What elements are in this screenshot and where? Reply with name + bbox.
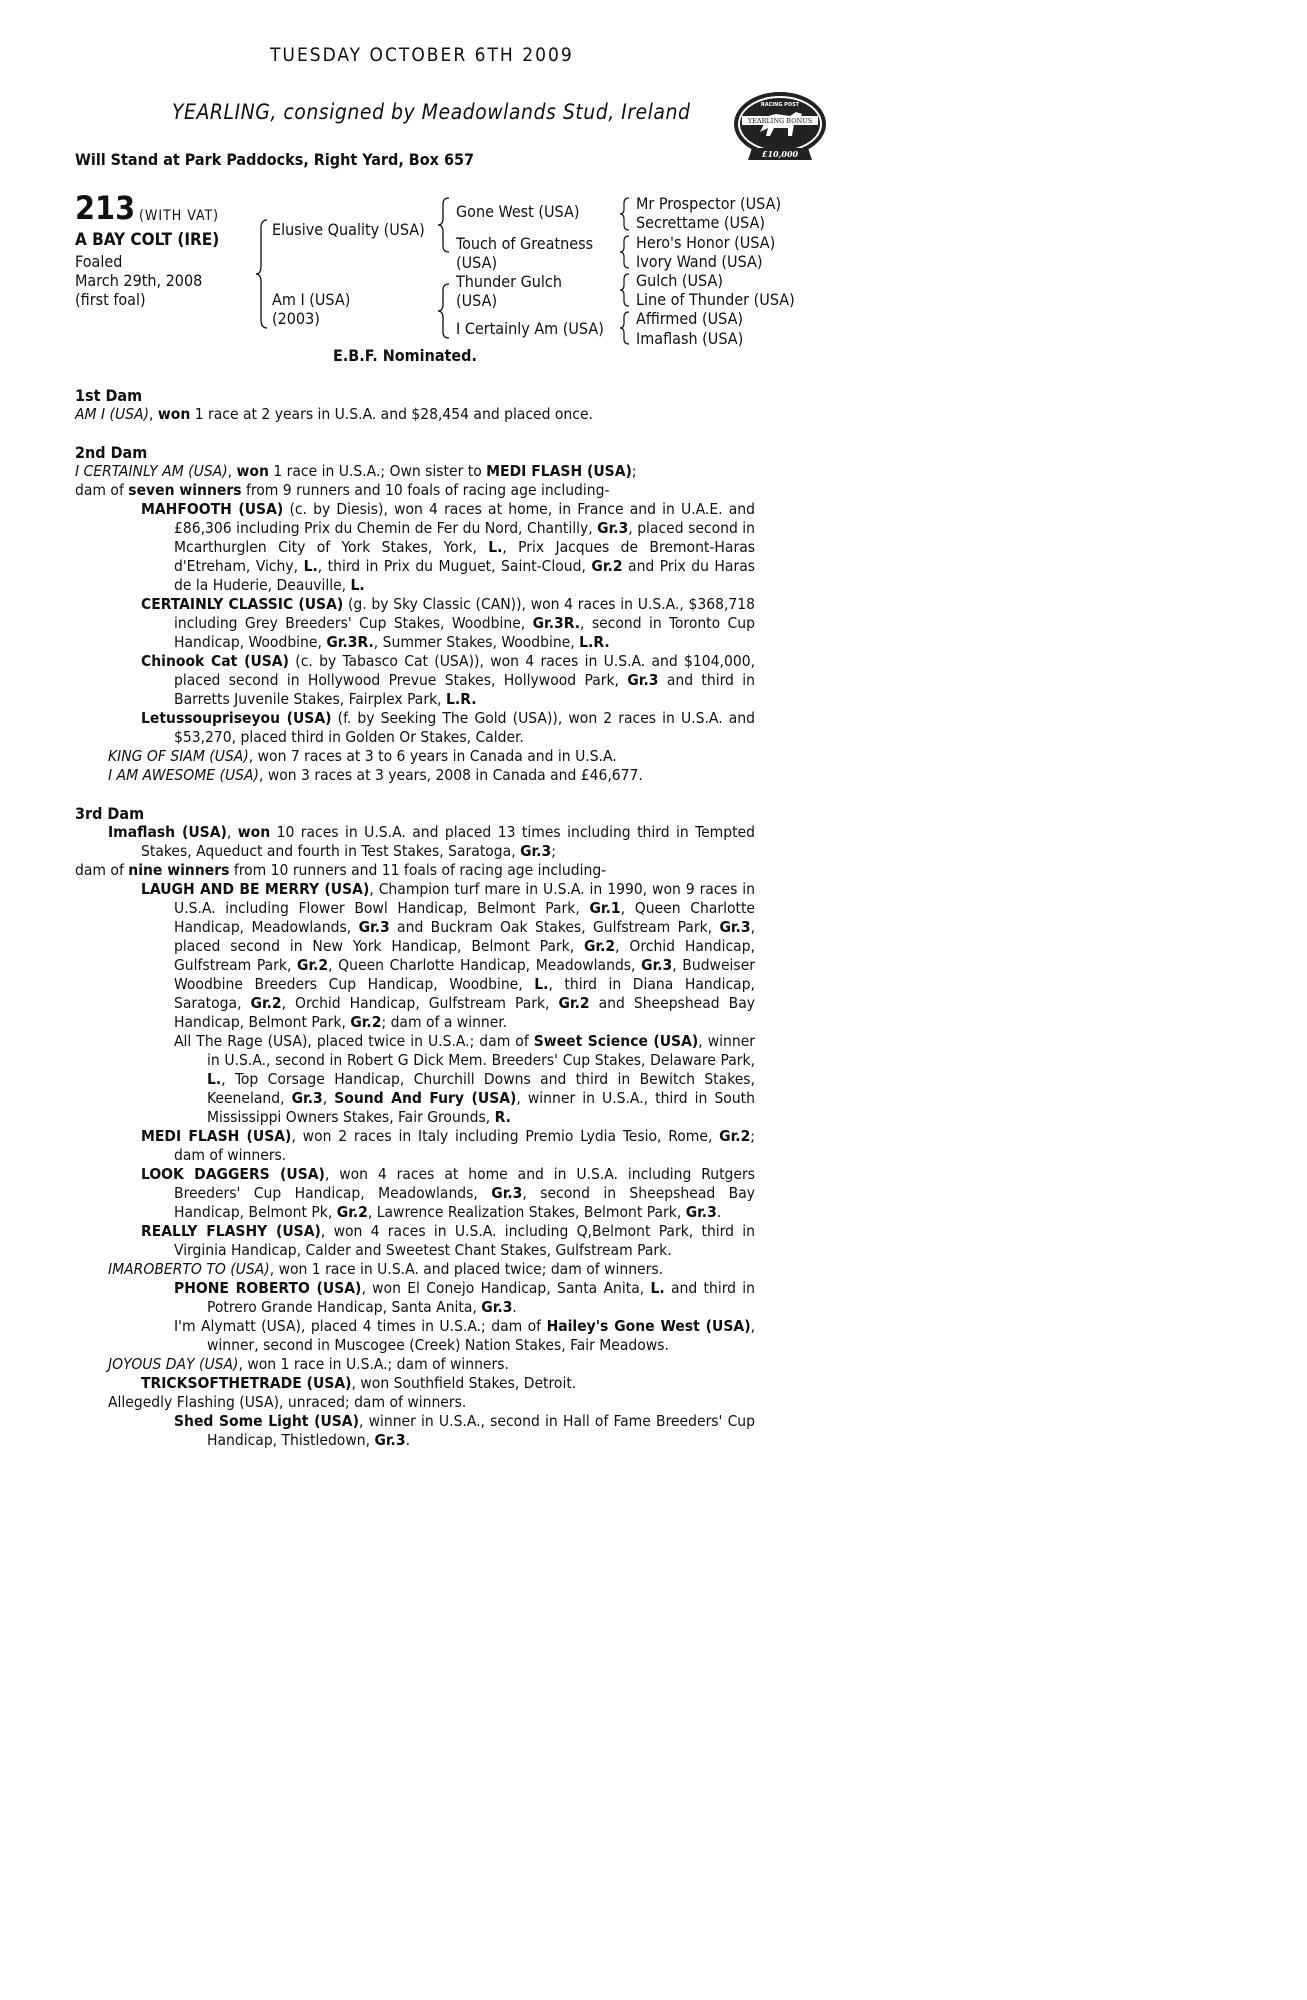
pedigree-dsd: Line of Thunder (USA)	[636, 290, 795, 309]
pedigree-brace-dam	[437, 282, 451, 340]
pedigree-sdd: Ivory Wand (USA)	[636, 252, 763, 271]
second-dam-section	[75, 443, 755, 785]
third-dam-section	[75, 804, 755, 1450]
pedigree-sire-sire: Gone West (USA)	[456, 202, 580, 221]
pedigree-sire: Elusive Quality (USA)	[272, 220, 425, 239]
foaled-date: March 29th, 2008	[75, 271, 203, 290]
vat-note: (WITH VAT)	[139, 208, 220, 224]
pedigree-brace-sire	[437, 196, 451, 254]
lot-number: 213	[75, 189, 136, 227]
foaled-label: Foaled	[75, 252, 123, 271]
progeny-mahfooth: MAHFOOTH (USA) (c. by Diesis), won 4 races at home, in France and in U.A.E. and £86,306 including Prix du Chemin de Fer du Nord, Chantilly, Gr.3, placed second in Mcarthurglen City of York Stakes, York, L., Prix Jacques de Bremont-Haras d'Etreham, Vichy, L., third in Prix du Muguet, Saint-Cloud, Gr.2 and Prix du Haras de la Huderie, Deauville, L.	[141, 500, 756, 594]
progeny-phone-roberto: PHONE ROBERTO (USA), won El Conejo Handicap, Santa Anita, L. and third in Potrero Grande Handicap, Santa Anita, Gr.3.	[174, 1279, 756, 1316]
pedigree-dam-sire-country: (USA)	[456, 291, 498, 310]
pedigree-dds: Affirmed (USA)	[636, 309, 744, 328]
pedigree-dam: Am I (USA)	[272, 290, 351, 309]
pedigree-brace-ss	[619, 196, 631, 232]
first-dam-heading: 1st Dam	[75, 386, 143, 405]
pedigree-ssd: Secrettame (USA)	[636, 213, 765, 232]
pedigree-dam-sire: Thunder Gulch	[456, 272, 562, 291]
pedigree-brace-sd	[619, 234, 631, 270]
progeny-really-flashy: REALLY FLASHY (USA), won 4 races in U.S.A. including Q,Belmont Park, third in Virginia Handicap, Calder and Sweetest Chant Stakes, Gulfstream Park.	[141, 1222, 755, 1259]
ebf-nominated: E.B.F. Nominated.	[333, 346, 477, 365]
stand-location: Will Stand at Park Paddocks, Right Yard, Box 657	[75, 150, 474, 169]
progeny-all-the-rage: All The Rage (USA), placed twice in U.S.A.; dam of Sweet Science (USA), winner in U.S.A., second in Robert G Dick Mem. Breeders' Cup Stakes, Delaware Park, L., Top Corsage Handicap, Churchill Downs and third in Bewitch Stakes, Keeneland, Gr.3, Sound And Fury (USA), winner in U.S.A., third in South Mississippi Owners Stakes, Fair Grounds, R.	[174, 1032, 755, 1126]
sale-date: TUESDAY OCTOBER 6TH 2009	[270, 44, 574, 66]
pedigree-dam-year: (2003)	[272, 309, 320, 328]
progeny-im-alymatt: I'm Alymatt (USA), placed 4 times in U.S.A.; dam of Hailey's Gone West (USA), winner, second in Muscogee (Creek) Nation Stakes, Fair Meadows.	[174, 1317, 755, 1354]
first-dam-text: AM I (USA), won 1 race at 2 years in U.S.A. and $28,454 and placed once.	[75, 405, 593, 423]
pedigree-ddd: Imaflash (USA)	[636, 329, 744, 348]
third-dam-produce: dam of nine winners from 10 runners and 11 foals of racing age including-	[75, 861, 607, 879]
pedigree-dss: Gulch (USA)	[636, 271, 723, 290]
pedigree-brace-dd	[619, 310, 631, 346]
progeny-joyous-day: JOYOUS DAY (USA), won 1 race in U.S.A.; dam of winners.	[108, 1355, 509, 1373]
progeny-shed-some-light: Shed Some Light (USA), winner in U.S.A., second in Hall of Fame Breeders' Cup Handicap, Thistledown, Gr.3.	[174, 1412, 756, 1449]
svg-text:YEARLING BONUS: YEARLING BONUS	[747, 117, 813, 125]
third-dam-heading: 3rd Dam	[75, 804, 145, 823]
progeny-tricksofthetrade: TRICKSOFTHETRADE (USA), won Southfield Stakes, Detroit.	[141, 1374, 577, 1392]
pedigree-sss: Mr Prospector (USA)	[636, 194, 782, 213]
second-dam-intro: I CERTAINLY AM (USA), won 1 race in U.S.A.; Own sister to MEDI FLASH (USA); dam of seven winners from 9 runners and 10 foals of racing age including-	[75, 462, 637, 499]
progeny-certainly-classic: CERTAINLY CLASSIC (USA) (g. by Sky Classic (CAN)), won 4 races in U.S.A., $368,718 including Grey Breeders' Cup Stakes, Woodbine, Gr.3R., second in Toronto Cup Handicap, Woodbine, Gr.3R., Summer Stakes, Woodbine, L.R.	[141, 595, 755, 651]
second-dam-heading: 2nd Dam	[75, 443, 148, 462]
third-dam-intro: Imaflash (USA), won 10 races in U.S.A. and placed 13 times including third in Tempted Stakes, Aqueduct and fourth in Test Stakes, Saratoga, Gr.3;	[108, 823, 755, 860]
progeny-king-of-siam: KING OF SIAM (USA), won 7 races at 3 to 6 years in Canada and in U.S.A.	[108, 747, 617, 765]
pedigree-brace-ds	[619, 272, 631, 308]
pedigree-brace-main	[255, 218, 269, 330]
progeny-allegedly-flashing: Allegedly Flashing (USA), unraced; dam of winners.	[108, 1393, 467, 1411]
svg-text:RACING POST: RACING POST	[760, 102, 800, 108]
pedigree-dam-dam: I Certainly Am (USA)	[456, 319, 604, 338]
progeny-imaroberto-to: IMAROBERTO TO (USA), won 1 race in U.S.A. and placed twice; dam of winners.	[108, 1260, 664, 1278]
pedigree-sds: Hero's Honor (USA)	[636, 233, 776, 252]
pedigree-sire-dam-country: (USA)	[456, 253, 498, 272]
progeny-laugh-and-be-merry: LAUGH AND BE MERRY (USA), Champion turf mare in U.S.A. in 1990, won 9 races in U.S.A. including Flower Bowl Handicap, Belmont Park, Gr.1, Queen Charlotte Handicap, Meadowlands, Gr.3 and Buckram Oak Stakes, Gulfstream Park, Gr.3, placed second in New York Handicap, Belmont Park, Gr.2, Orchid Handicap, Gulfstream Park, Gr.2, Queen Charlotte Handicap, Meadowlands, Gr.3, Budweiser Woodbine Breeders Cup Handicap, Woodbine, L., third in Diana Handicap, Saratoga, Gr.2, Orchid Handicap, Gulfstream Park, Gr.2 and Sheepshead Bay Handicap, Belmont Park, Gr.2; dam of a winner.	[141, 880, 756, 1031]
progeny-chinook-cat: Chinook Cat (USA) (c. by Tabasco Cat (USA)), won 4 races in U.S.A. and $104,000, placed second in Hollywood Prevue Stakes, Hollywood Park, Gr.3 and third in Barretts Juvenile Stakes, Fairplex Park, L.R.	[141, 652, 755, 708]
progeny-medi-flash: MEDI FLASH (USA), won 2 races in Italy including Premio Lydia Tesio, Rome, Gr.2; dam of winners.	[141, 1127, 755, 1164]
yearling-bonus-logo	[730, 90, 830, 168]
consignment-line: YEARLING, consigned by Meadowlands Stud, Ireland	[172, 100, 691, 124]
pedigree-sire-dam: Touch of Greatness	[456, 234, 594, 253]
lot-name: A BAY COLT (IRE)	[75, 230, 220, 250]
first-foal-note: (first foal)	[75, 290, 146, 309]
progeny-letussoupriseyou: Letussoupriseyou (USA) (f. by Seeking The Gold (USA)), won 2 races in U.S.A. and $53,270, placed third in Golden Or Stakes, Calder.	[141, 709, 755, 746]
svg-text:£10,000: £10,000	[761, 149, 799, 159]
first-dam-section	[75, 386, 755, 424]
progeny-i-am-awesome: I AM AWESOME (USA), won 3 races at 3 years, 2008 in Canada and £46,677.	[108, 766, 643, 784]
progeny-look-daggers: LOOK DAGGERS (USA), won 4 races at home and in U.S.A. including Rutgers Breeders' Cup Handicap, Meadowlands, Gr.3, second in Sheepshead Bay Handicap, Belmont Pk, Gr.2, Lawrence Realization Stakes, Belmont Park, Gr.3.	[141, 1165, 755, 1221]
